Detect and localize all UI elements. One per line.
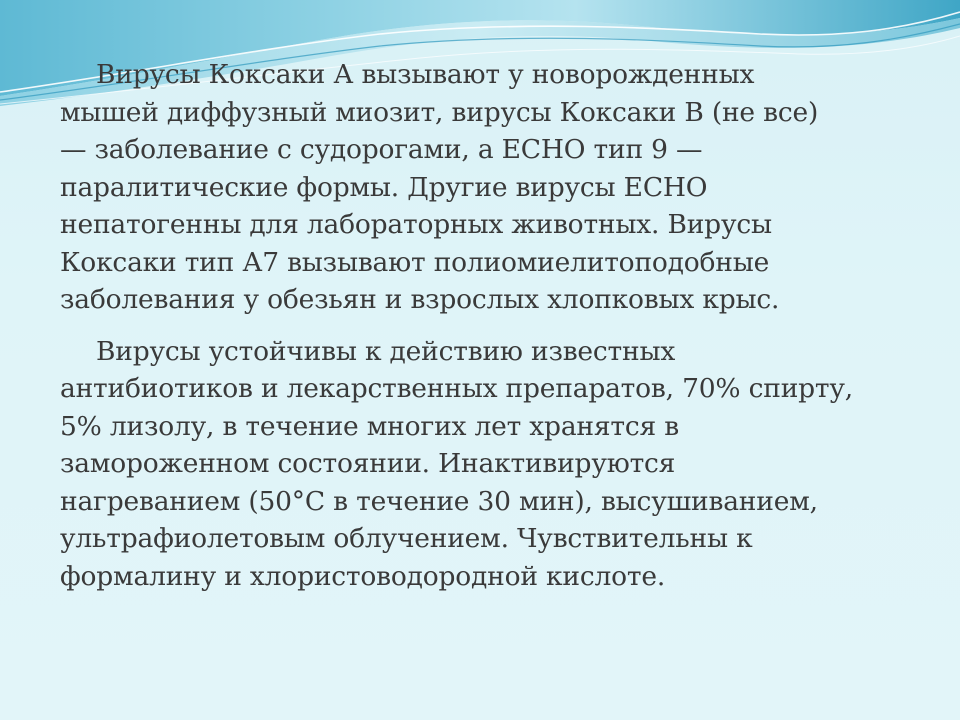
text-line: ультрафиолетовым облучением. Чувствительны к <box>60 523 753 554</box>
paragraph-2 <box>60 333 920 596</box>
text-line: нагреванием (50°С в течение 30 мин), высушиванием, <box>60 485 818 517</box>
text-line: Коксаки тип А7 вызывают полиомиелитоподобные <box>60 246 770 278</box>
text-line: формалину и хлористоводородной кислоте. <box>60 560 666 592</box>
text-line: непатогенны для лабораторных животных. Вирусы <box>60 209 772 240</box>
text-line: — заболевание с судорогами, а ЕСНО тип 9 — <box>60 134 703 165</box>
slide-body <box>60 56 920 609</box>
text-line: замороженном состоянии. Инактивируются <box>60 448 676 479</box>
text-line: Вирусы устойчивы к действию известных <box>96 335 676 367</box>
text-line: заболевания у обезьян и взрослых хлопковых крыс. <box>60 284 780 315</box>
text-line: паралитические формы. Другие вирусы ЕСНО <box>60 171 708 203</box>
text-line: мышей диффузный миозит, вирусы Коксаки В (не все) <box>60 96 819 128</box>
paragraph-1 <box>60 56 920 319</box>
text-line: 5% лизолу, в течение многих лет хранятся в <box>60 410 679 442</box>
text-line: антибиотиков и лекарственных препаратов, 70% спирту, <box>60 373 853 404</box>
text-line: Вирусы Коксаки А вызывают у новорожденных <box>96 59 755 90</box>
